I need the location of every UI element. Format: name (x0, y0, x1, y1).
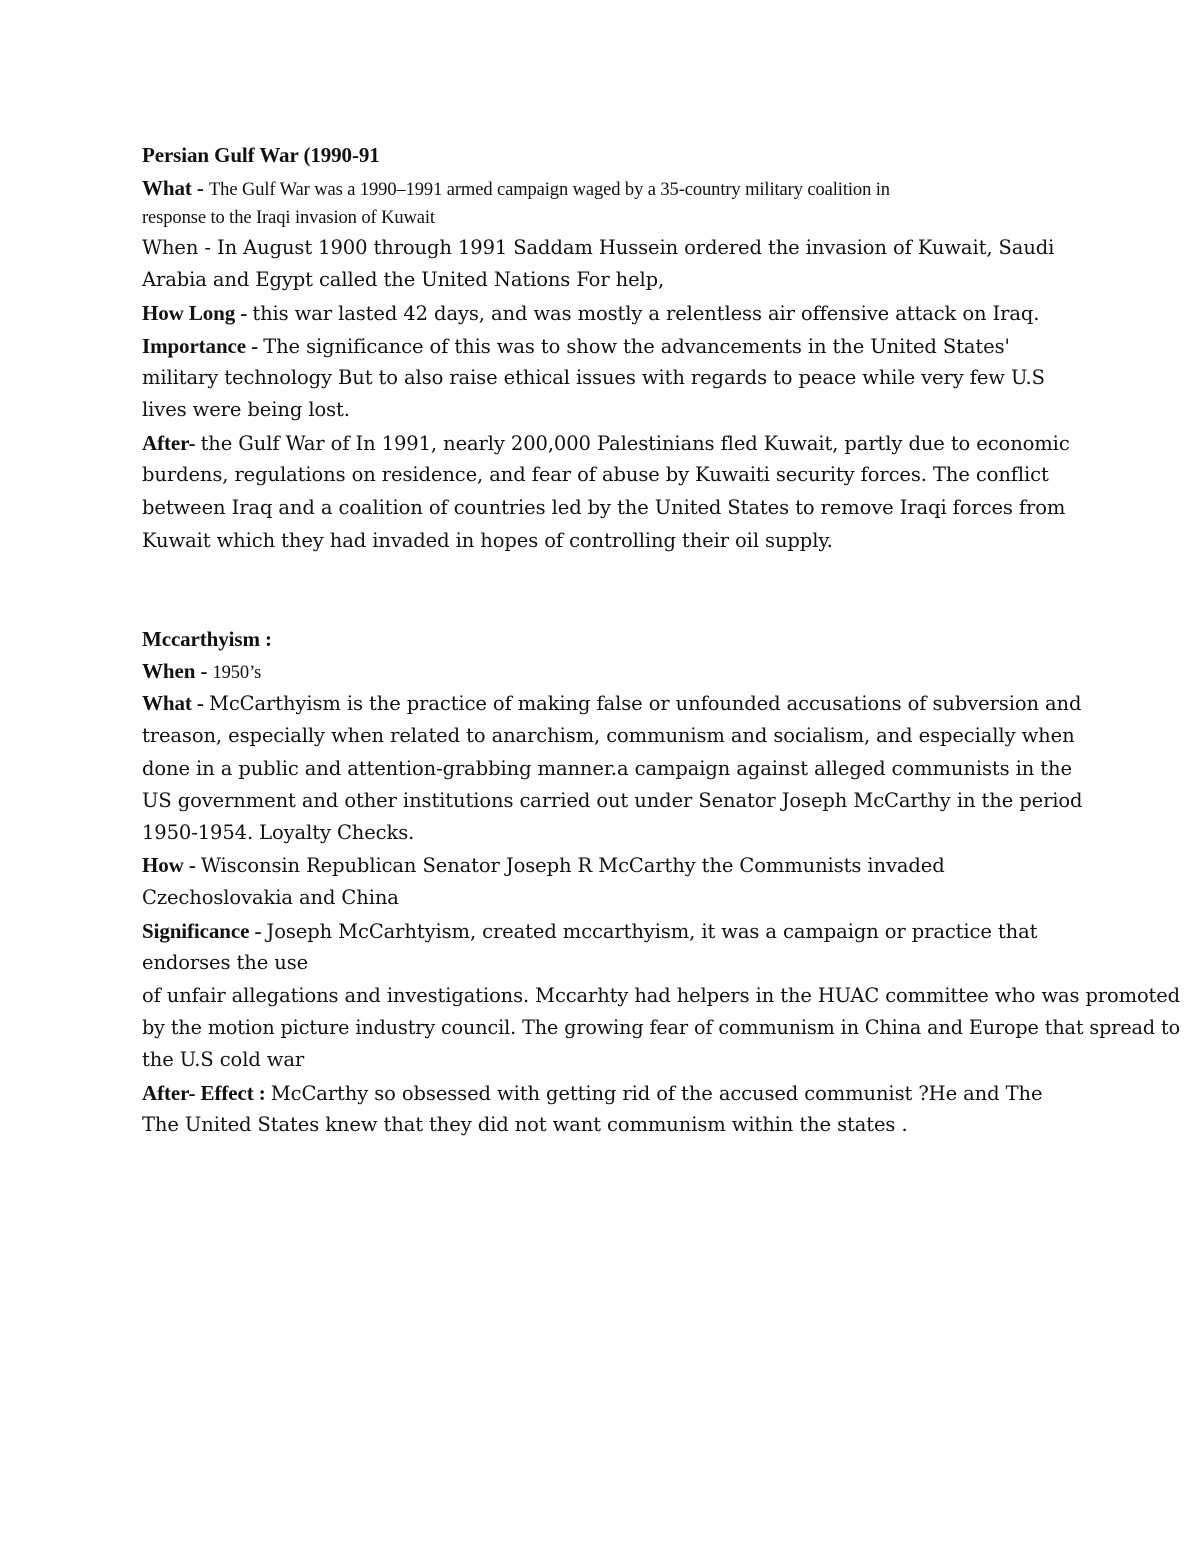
section-heading-gulf-war: Persian Gulf War (1990-91 (142, 143, 380, 167)
howlong-text: this war lasted 42 days, and was mostly a relentless air offensive attack on Iraq. (252, 302, 1040, 325)
label-what: What - (142, 176, 209, 200)
gulf-war-after-line-4: Kuwait which they had invaded in hopes of controlling their oil supply. (142, 529, 833, 552)
mccarthyism-what-line-1 (142, 691, 1081, 716)
what-text: McCarthyism is the practice of making false or unfounded accusations of subversion and (208, 692, 1082, 715)
mccarthyism-after-line-1 (142, 1081, 1042, 1106)
label-importance: Importance - (142, 334, 264, 358)
gulf-war-importance-line-1 (142, 334, 1010, 359)
mccarthyism-when-line (142, 659, 261, 685)
gulf-war-after-line-1 (142, 431, 1070, 456)
mccarthyism-how-line-1 (142, 853, 945, 878)
label-after-effect: After- Effect : (142, 1081, 271, 1105)
mccarthyism-how-line-2: Czechoslovakia and China (142, 886, 399, 909)
label-how: How - (142, 853, 201, 877)
significance-text: Joseph McCarhtyism, created mccarthyism, it was a campaign or practice that (266, 920, 1038, 943)
gulf-war-howlong-line (142, 301, 1039, 326)
label-significance: Significance - (142, 919, 267, 943)
mccarthyism-what-line-2: treason, especially when related to anarchism, communism and socialism, and especially when (142, 724, 1075, 747)
gulf-war-importance-line-2: military technology But to also raise ethical issues with regards to peace while very few U.S (142, 366, 1045, 389)
mccarthyism-what-line-3: done in a public and attention-grabbing manner.a campaign against alleged communists in the (142, 757, 1072, 780)
label-after: After- (142, 431, 201, 455)
gulf-war-importance-line-3: lives were being lost. (142, 398, 350, 421)
how-text: Wisconsin Republican Senator Joseph R McCarthy the Communists invaded (200, 854, 945, 877)
importance-text: The significance of this was to show the advancements in the United States' (263, 335, 1010, 358)
mccarthyism-significance-line-2: endorses the use (142, 951, 309, 974)
label-what: What - (142, 691, 209, 715)
gulf-war-what-line-1 (142, 176, 890, 202)
gulf-war-after-line-3: between Iraq and a coalition of countries led by the United States to remove Iraqi forces from (142, 496, 1066, 519)
mccarthyism-what-line-5: 1950-1954. Loyalty Checks. (142, 821, 415, 844)
mccarthyism-significance-line-5: the U.S cold war (142, 1048, 305, 1071)
after-text: the Gulf War of In 1991, nearly 200,000 Palestinians fled Kuwait, partly due to economic (200, 432, 1070, 455)
when-text: 1950’s (212, 663, 262, 683)
gulf-war-what-line-2: response to the Iraqi invasion of Kuwait (142, 208, 435, 228)
what-text: The Gulf War was a 1990–1991 armed campaign waged by a 35-country military coalition in (208, 180, 890, 200)
gulf-war-when-line-1: When - In August 1900 through 1991 Saddam Hussein ordered the invasion of Kuwait, Saudi (142, 236, 1055, 259)
after-effect-text: McCarthy so obsessed with getting rid of the accused communist ?He and The (270, 1082, 1043, 1105)
mccarthyism-significance-line-3: of unfair allegations and investigations. Mccarhty had helpers in the HUAC committee who was promoted (142, 984, 1181, 1007)
gulf-war-when-line-2: Arabia and Egypt called the United Nations For help, (142, 268, 665, 291)
section-heading-mccarthyism: Mccarthyism : (142, 627, 272, 651)
mccarthyism-after-line-2: The United States knew that they did not want communism within the states . (142, 1113, 908, 1136)
mccarthyism-significance-line-1 (142, 919, 1037, 944)
mccarthyism-what-line-4: US government and other institutions carried out under Senator Joseph McCarthy in the period (142, 789, 1083, 812)
mccarthyism-significance-line-4: by the motion picture industry council. The growing fear of communism in China and Europe that spread to (142, 1016, 1181, 1039)
label-how-long: How Long - (142, 301, 253, 325)
label-when: When - (142, 659, 213, 683)
gulf-war-after-line-2: burdens, regulations on residence, and fear of abuse by Kuwaiti security forces. The conflict (142, 463, 1049, 486)
